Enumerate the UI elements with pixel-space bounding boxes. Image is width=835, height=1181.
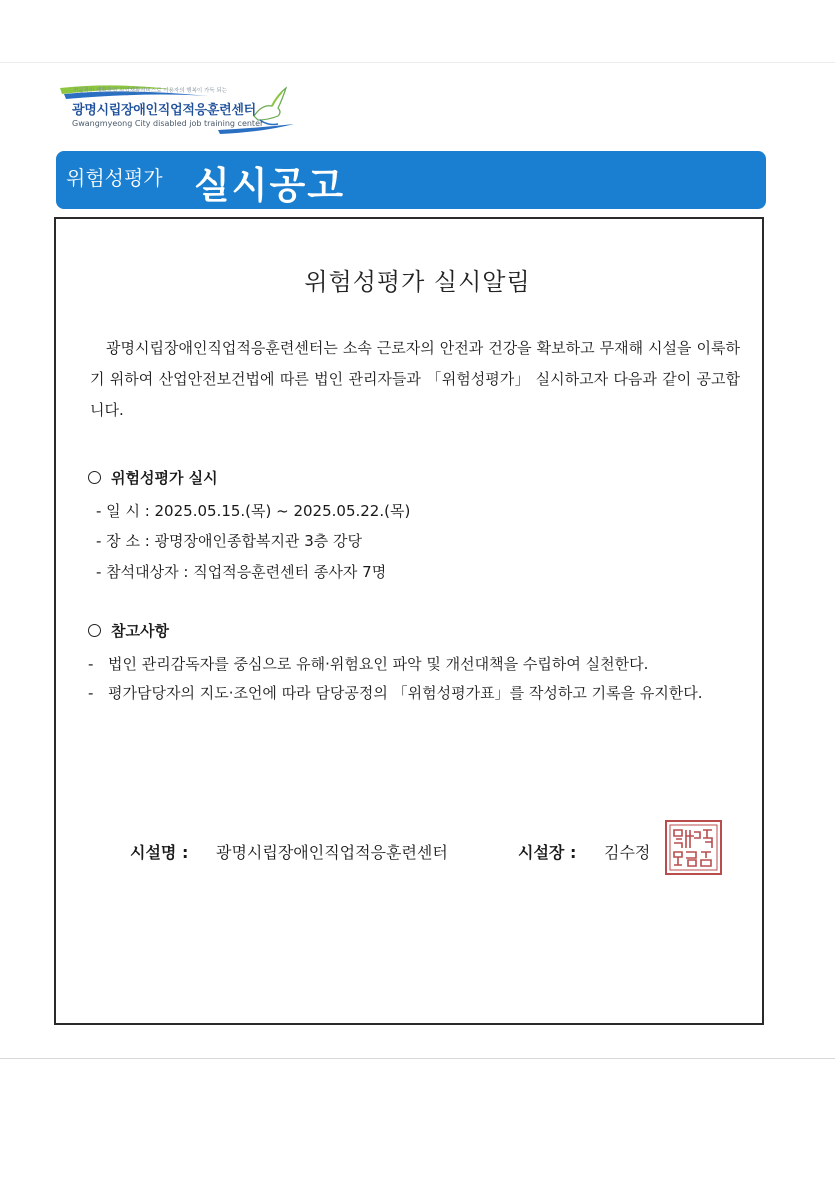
scan-top-edge xyxy=(0,62,835,63)
detail-location: - 장 소 : 광명장애인종합복지관 3층 강당 xyxy=(96,532,362,550)
circle-bullet-icon xyxy=(88,624,101,637)
facility-label: 시설명 : xyxy=(130,843,189,862)
note-item xyxy=(88,679,740,708)
facility-head-name: 김수정 xyxy=(604,843,651,862)
section-assessment-heading xyxy=(88,467,218,488)
notice-banner xyxy=(56,151,766,209)
facility-head-label: 시설장 : xyxy=(518,843,577,862)
facility-name: 광명시립장애인직업적응훈련센터 xyxy=(216,843,448,862)
banner-title: 실시공고 xyxy=(194,164,345,207)
note-text: 평가담당자의 지도·조언에 따라 담당공정의 「위험성평가표」를 작성하고 기록을 유지한다. xyxy=(108,684,703,702)
section-notes-label: 참고사항 xyxy=(111,622,169,640)
note-text: 법인 관리감독자를 중심으로 유해·위험요인 파악 및 개선대책을 수립하여 실천한다. xyxy=(108,655,649,673)
notice-title: 위험성평가 실시알림 xyxy=(304,268,531,296)
notice-intro-paragraph: 광명시립장애인직업적응훈련센터는 소속 근로자의 안전과 건강을 확보하고 무재해 시설을 이룩하기 위하여 산업안전보건법에 따른 법인 관리자들과 「위험성평가」 실시하고자 다음과 같이 공고합니다. xyxy=(90,339,740,419)
note-item xyxy=(88,650,740,679)
section-assessment-label: 위험성평가 실시 xyxy=(111,469,218,487)
logo-tagline: 전문적인 재활작업 직업재활서비스로 이용자의 행복이 가득 되는 xyxy=(73,88,227,94)
dash-bullet: - xyxy=(88,655,94,673)
scan-bottom-edge xyxy=(0,1058,835,1059)
dash-bullet: - xyxy=(88,684,94,702)
circle-bullet-icon xyxy=(88,471,101,484)
detail-date: - 일 시 : 2025.05.15.(목) ~ 2025.05.22.(목) xyxy=(96,502,411,520)
official-seal-stamp xyxy=(665,820,722,875)
detail-attendees: - 참석대상자 : 직업적응훈련센터 종사자 7명 xyxy=(96,563,387,581)
logo-center-name: 광명시립장애인직업적응훈련센터 xyxy=(72,103,256,118)
seal-icon xyxy=(667,822,720,873)
banner-subtitle: 위험성평가 xyxy=(66,166,163,190)
section-notes-heading xyxy=(88,620,169,641)
center-logo xyxy=(58,84,298,140)
logo-english-name: Gwangmyeong City disabled job training center xyxy=(72,119,264,128)
